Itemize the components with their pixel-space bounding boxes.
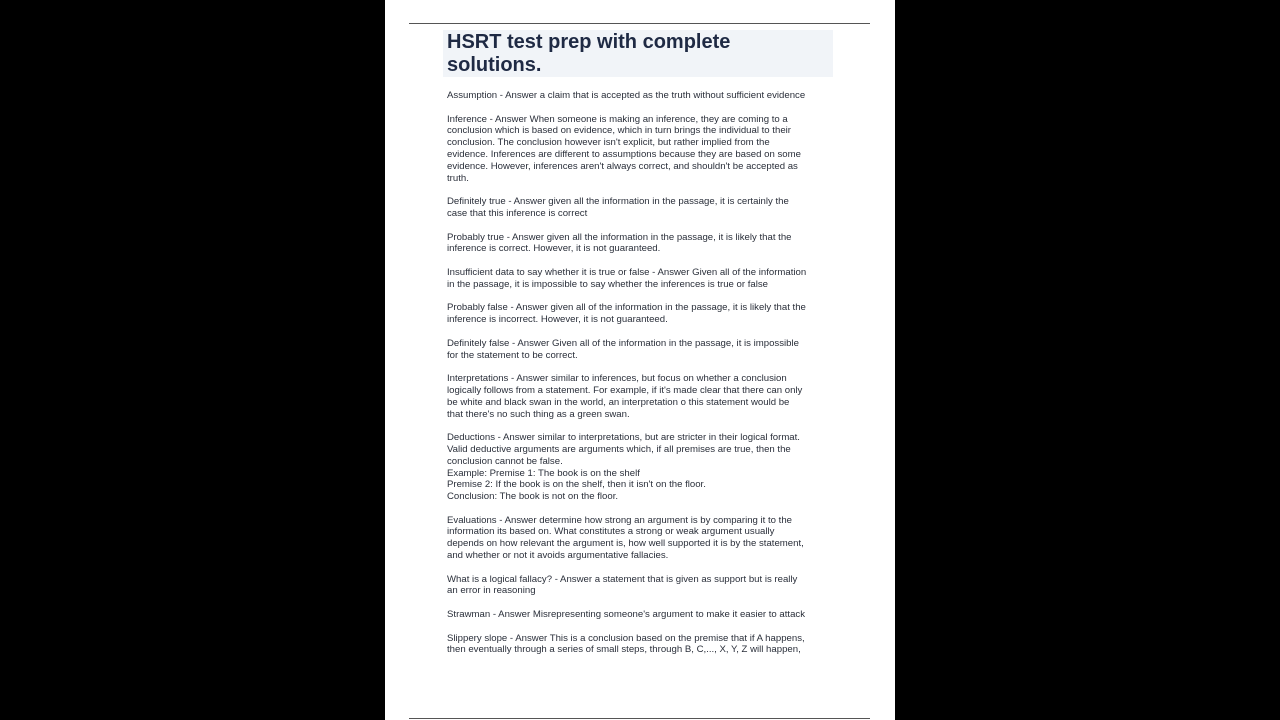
- text-line: Inference - Answer When someone is making an inference, they are coming to a: [447, 113, 788, 125]
- text-line: Definitely false - Answer Given all of the information in the passage, it is impossible: [447, 337, 799, 349]
- text-line: be white and black swan in the world, an interpretation o this statement would be: [447, 396, 790, 408]
- text-line: Deductions - Answer similar to interpretations, but are stricter in their logical format.: [447, 432, 800, 444]
- document-page: [385, 0, 895, 720]
- qa-paragraph: [447, 114, 847, 185]
- text-line: Example: Premise 1: The book is on the shelf: [447, 467, 640, 479]
- top-divider: [409, 23, 870, 24]
- text-line: Probably false - Answer given all of the information in the passage, it is likely that the: [447, 302, 806, 314]
- text-line: depends on how relevant the argument is, how well supported it is by the statement,: [447, 538, 804, 550]
- text-line: inference is incorrect. However, it is not guaranteed.: [447, 314, 668, 326]
- qa-paragraph: [447, 90, 847, 102]
- text-line: and whether or not it avoids argumentative fallacies.: [447, 550, 669, 562]
- qa-paragraph: [447, 574, 847, 598]
- text-line: Assumption - Answer a claim that is accepted as the truth without sufficient evidence: [447, 90, 806, 101]
- title-line: HSRT test prep with complete: [447, 31, 731, 53]
- page-title: [447, 31, 730, 77]
- text-line: information its based on. What constitutes a strong or weak argument usually: [447, 526, 775, 538]
- qa-paragraph: [447, 633, 847, 657]
- qa-paragraph: [447, 232, 847, 256]
- text-line: Slippery slope - Answer This is a conclusion based on the premise that if A happens,: [447, 632, 805, 644]
- qa-paragraph: [447, 432, 847, 503]
- text-line: conclusion cannot be false.: [447, 455, 563, 467]
- qa-paragraph: [447, 196, 847, 220]
- bottom-divider: [409, 718, 870, 719]
- qa-paragraph: [447, 373, 847, 420]
- text-line: Conclusion: The book is not on the floor.: [447, 491, 619, 503]
- text-line: truth.: [447, 172, 469, 184]
- qa-paragraph: [447, 515, 847, 562]
- text-line: logically follows from a statement. For example, if it's made clear that there can only: [447, 384, 803, 396]
- text-line: an error in reasoning: [447, 585, 536, 597]
- text-line: inference is correct. However, it is not guaranteed.: [447, 243, 661, 255]
- text-line: Evaluations - Answer determine how strong an argument is by comparing it to the: [447, 514, 793, 526]
- text-line: then eventually through a series of small steps, through B, C,..., X, Y, Z will happen,: [447, 644, 801, 656]
- text-line: Valid deductive arguments are arguments which, if all premises are true, then the: [447, 443, 791, 455]
- text-line: that there's no such thing as a green swan.: [447, 408, 630, 420]
- text-line: conclusion. The conclusion however isn't explicit, but rather implied from the: [447, 137, 770, 149]
- text-line: evidence. However, inferences aren't always correct, and shouldn't be accepted as: [447, 160, 798, 172]
- qa-paragraph: [447, 302, 847, 326]
- text-line: Premise 2: If the book is on the shelf, then it isn't on the floor.: [447, 479, 706, 491]
- text-line: Definitely true - Answer given all the information in the passage, it is certainly the: [447, 196, 789, 208]
- text-line: in the passage, it is impossible to say whether the inferences is true or false: [447, 278, 769, 290]
- text-line: evidence. Inferences are different to assumptions because they are based on some: [447, 148, 801, 160]
- qa-paragraph: [447, 267, 847, 291]
- qa-paragraph: [447, 609, 847, 621]
- text-line: Interpretations - Answer similar to inferences, but focus on whether a conclusion: [447, 373, 787, 385]
- text-line: for the statement to be correct.: [447, 349, 578, 361]
- title-line: solutions.: [447, 54, 542, 76]
- document-body: [447, 90, 847, 668]
- text-line: Insufficient data to say whether it is true or false - Answer Given all of the information: [447, 266, 807, 278]
- text-line: What is a logical fallacy? - Answer a statement that is given as support but is really: [447, 573, 798, 585]
- text-line: case that this inference is correct: [447, 207, 588, 219]
- text-line: Strawman - Answer Misrepresenting someone's argument to make it easier to attack: [447, 609, 806, 621]
- text-line: Probably true - Answer given all the information in the passage, it is likely that the: [447, 231, 792, 243]
- text-line: conclusion which is based on evidence, which in turn brings the individual to their: [447, 125, 791, 137]
- qa-paragraph: [447, 338, 847, 362]
